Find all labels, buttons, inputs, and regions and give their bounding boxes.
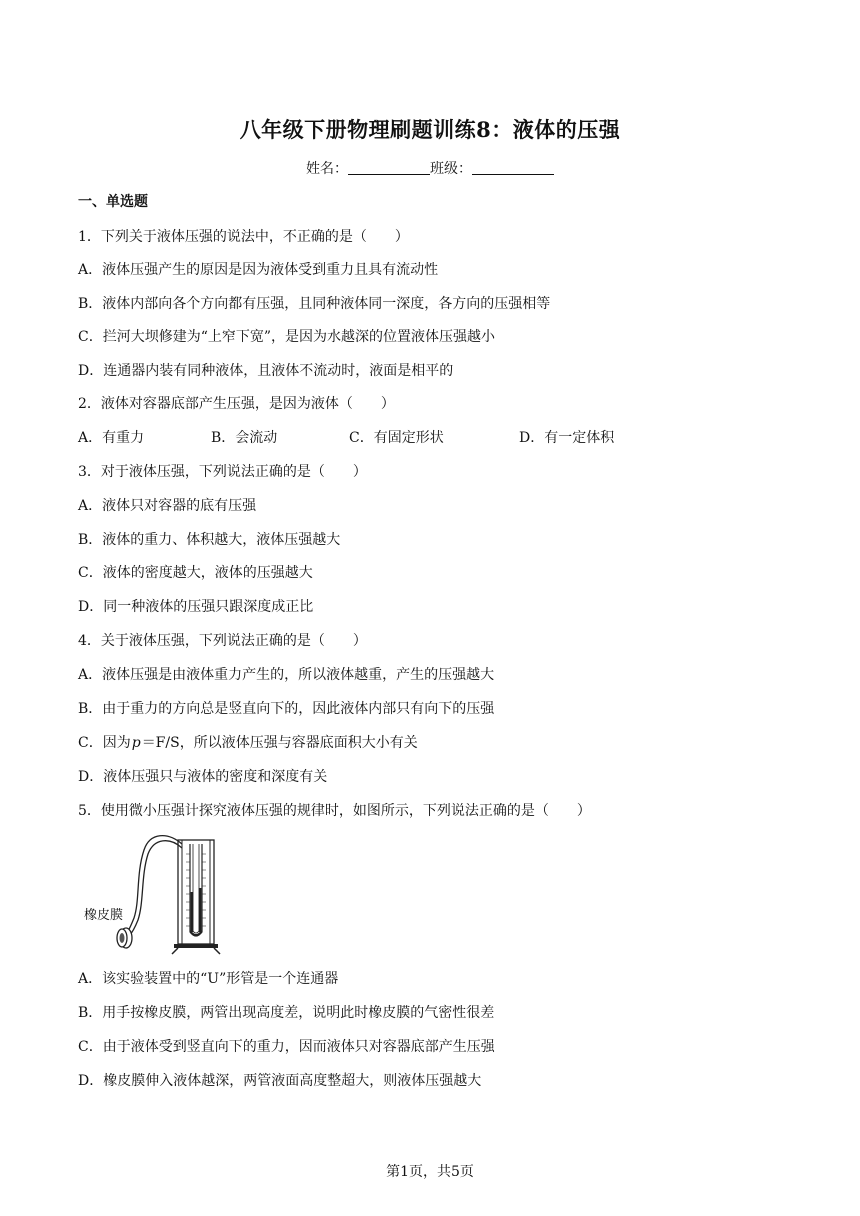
question-3-option-a: A．液体只对容器的底有压强 [78,498,257,514]
question-4-stem: 4．关于液体压强，下列说法正确的是（ ） [78,633,367,649]
question-5-option-b: B．用手按橡皮膜，两管出现高度差，说明此时橡皮膜的气密性很差 [78,1005,495,1021]
rubber-membrane-label: 橡皮膜 [84,908,124,923]
question-4-option-c-suffix: ＝F/S，所以液体压强与容器底面积大小有关 [141,735,418,751]
name-label: 姓名： [306,161,348,177]
question-1-option-d: D．连通器内装有同种液体，且液体不流动时，液面是相平的 [78,363,454,379]
question-3-option-b: B．液体的重力、体积越大，液体压强越大 [78,532,341,548]
question-2-stem: 2．液体对容器底部产生压强，是因为液体（ ） [78,396,395,412]
question-1-option-a: A．液体压强产生的原因是因为液体受到重力且具有流动性 [78,262,439,278]
question-1-stem: 1．下列关于液体压强的说法中，不正确的是（ ） [78,229,409,245]
question-1-option-c: C．拦河大坝修建为“上窄下宽”，是因为水越深的位置液体压强越小 [78,329,496,345]
name-blank [348,160,430,175]
question-3-option-d: D．同一种液体的压强只跟深度成正比 [78,599,314,615]
student-info [0,158,860,178]
question-2-option-a: A．有重力 [78,430,145,446]
question-4-option-b: B．由于重力的方向总是竖直向下的，因此液体内部只有向下的压强 [78,701,495,717]
question-5-option-d: D．橡皮膜伸入液体越深，两管液面高度整超大，则液体压强越大 [78,1073,482,1089]
pressure-variable: p [131,735,141,751]
question-3-option-c: C．液体的密度越大，液体的压强越大 [78,565,313,581]
question-2-option-d: D．有一定体积 [519,430,615,446]
question-4-option-a: A．液体压强是由液体重力产生的，所以液体越重，产生的压强越大 [78,667,495,683]
page-number: 第1页，共5页 [386,1164,474,1180]
question-4-option-c-prefix: C．因为 [78,735,131,751]
section-heading: 一、单选题 [78,194,148,210]
question-5-option-c: C．由于液体受到竖直向下的重力，因而液体只对容器底部产生压强 [78,1039,495,1055]
pressure-gauge-figure [78,830,223,960]
question-4-option-c [78,732,418,752]
page-title: 八年级下册物理刷题训练8：液体的压强 [239,117,621,142]
class-label: 班级： [430,161,472,177]
class-blank [472,160,554,175]
question-1-option-b: B．液体内部向各个方向都有压强，且同种液体同一深度，各方向的压强相等 [78,296,551,312]
question-5-option-a: A．该实验装置中的“U”形管是一个连通器 [78,971,339,987]
question-2-options [78,427,678,447]
question-5-stem: 5．使用微小压强计探究液体压强的规律时，如图所示，下列说法正确的是（ ） [78,803,591,819]
manometer-illustration [78,830,223,960]
question-2-option-c: C．有固定形状 [349,430,444,446]
question-4-option-d: D．液体压强只与液体的密度和深度有关 [78,769,328,785]
question-2-option-b: B．会流动 [211,430,278,446]
question-3-stem: 3．对于液体压强，下列说法正确的是（ ） [78,464,367,480]
